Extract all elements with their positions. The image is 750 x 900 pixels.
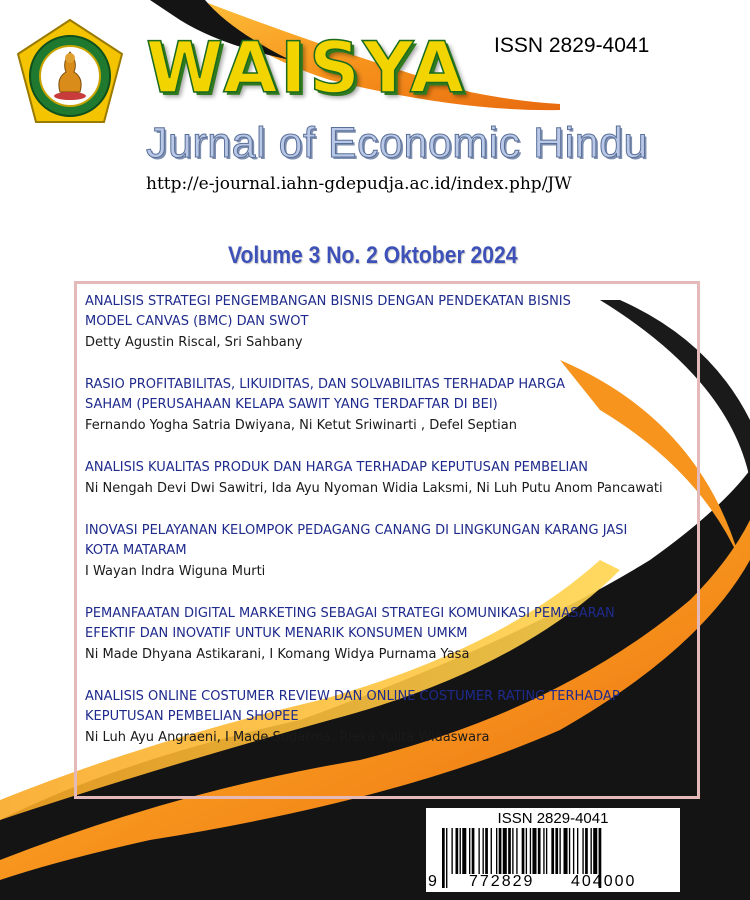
article-title[interactable]: RASIO PROFITABILITAS, LIKUIDITAS, DAN SOLVABILITAS TERHADAP HARGA SAHAM (PERUSAHAAN KELAPA SAWIT YANG TERDAFTAR DI BEI) — [85, 377, 566, 412]
article-authors: Ni Nengah Devi Dwi Sawitri, Ida Ayu Nyoman Widia Laksmi, Ni Luh Putu Anom Pancawati — [85, 481, 663, 496]
barcode-bar — [585, 828, 588, 874]
barcode-bar — [593, 828, 597, 874]
barcode-bar — [526, 828, 527, 874]
article-authors: Ni Made Dhyana Astikarani, I Komang Widya Purnama Yasa — [85, 647, 470, 662]
barcode-bar — [532, 828, 536, 874]
barcode-bar — [569, 828, 570, 874]
barcode-bar — [485, 828, 488, 874]
article-title[interactable]: ANALISIS KUALITAS PRODUK DAN HARGA TERHADAP KEPUTUSAN PEMBELIAN — [85, 460, 588, 475]
barcode-bar — [460, 828, 461, 874]
barcode-bar — [478, 828, 479, 874]
barcode-issn: ISSN 2829-4041 — [497, 810, 609, 827]
barcode-bar — [582, 828, 583, 874]
barcode-bar — [442, 828, 445, 888]
barcode-bar — [503, 828, 507, 874]
barcode-bar — [538, 828, 541, 874]
article-authors: I Wayan Indra Wiguna Murti — [85, 564, 266, 579]
journal-title: WAISYA — [146, 27, 467, 109]
barcode-bar — [551, 828, 554, 874]
article-item — [85, 687, 685, 748]
article-title[interactable]: ANALISIS STRATEGI PENGEMBANGAN BISNIS DENGAN PENDEKATAN BISNIS MODEL CANVAS (BMC) DAN SWOT — [85, 294, 571, 329]
journal-subtitle: Jurnal of Economic Hindu — [146, 119, 648, 167]
barcode-bar — [483, 828, 484, 874]
article-title[interactable]: PEMANFAATAN DIGITAL MARKETING SEBAGAI STRATEGI KOMUNIKASI PEMASARAN EFEKTIF DAN INOVATIF UNTUK MENARIK KONSUMEN UMKM — [85, 606, 615, 641]
barcode-bar — [472, 828, 475, 874]
barcode-bar — [530, 828, 531, 874]
barcode-bar — [591, 828, 592, 874]
institute-seal-logo — [14, 18, 126, 126]
volume-label: Volume 3 No. 2 Oktober 2024 — [228, 242, 518, 269]
barcode-bar — [462, 828, 466, 874]
barcode-bar — [451, 828, 452, 874]
barcode-digits-right: 404000 — [571, 873, 637, 890]
barcode-bar — [508, 828, 511, 874]
barcode-bar — [543, 828, 544, 874]
issn-label: ISSN 2829-4041 — [494, 34, 650, 57]
barcode-bar — [564, 828, 568, 874]
barcode — [426, 808, 680, 892]
barcode-bar — [573, 828, 574, 874]
barcode-bar — [499, 828, 502, 874]
article-item — [85, 292, 685, 353]
article-item — [85, 375, 685, 436]
barcode-bar — [577, 828, 578, 874]
barcode-bar — [516, 828, 517, 874]
barcode-bar — [491, 828, 492, 874]
barcode-digits-left: 772829 — [469, 873, 535, 890]
barcode-bar — [546, 828, 547, 874]
barcode-bar — [522, 828, 525, 874]
article-authors: Ni Luh Ayu Angraeni, I Made Sudarma, Rieka Yulita Widaswara — [85, 730, 490, 745]
barcode-bar — [559, 828, 560, 874]
journal-url[interactable]: http://e-journal.iahn-gdepudja.ac.id/index.php/JW — [146, 174, 572, 194]
barcode-digit-first: 9 — [428, 873, 437, 890]
article-item — [85, 521, 685, 582]
barcode-bar — [446, 828, 447, 888]
barcode-bars — [426, 808, 680, 892]
article-item — [85, 604, 685, 665]
article-authors: Fernando Yogha Satria Dwiyana, Ni Ketut Sriwinarti , Defel Septian — [85, 418, 517, 433]
barcode-bar — [555, 828, 558, 874]
barcode-bar — [512, 828, 513, 874]
table-of-contents — [74, 281, 700, 799]
article-authors: Detty Agustin Riscal, Sri Sahbany — [85, 335, 303, 350]
article-item — [85, 458, 685, 499]
article-title[interactable]: ANALISIS ONLINE COSTUMER REVIEW DAN ONLINE COSTUMER RATING TERHADAP KEPUTUSAN PEMBELIAN SHOPEE — [85, 689, 620, 724]
article-title[interactable]: INOVASI PELAYANAN KELOMPOK PEDAGANG CANANG DI LINGKUNGAN KARANG JASI KOTA MATARAM — [85, 523, 628, 558]
barcode-bar — [496, 828, 497, 874]
barcode-bar — [469, 828, 470, 874]
barcode-bar — [456, 828, 459, 874]
